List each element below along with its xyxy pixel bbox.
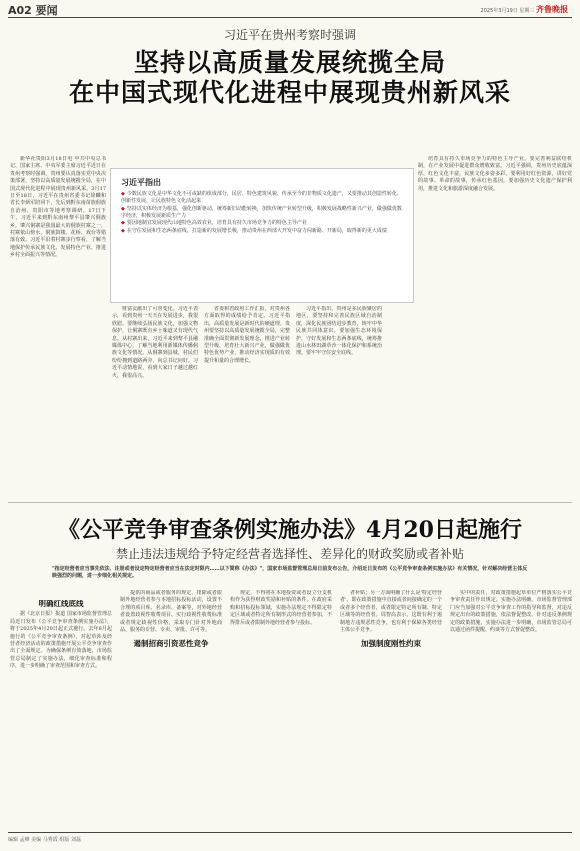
article2-column-5: [450, 590, 572, 828]
quote-item-text: 坚持以实体经济为根基，强化创新驱动，统筹新旧动能转换，加快传统产业转型升级，积极发展战略性新兴产业，做强做优数字经济，积极发展新质生产力: [121, 205, 402, 219]
article2-headline[interactable]: 《公平竞争审查条例实施办法》4月20日起施行: [58, 517, 522, 543]
article1-column-2-text: 财富贡献出了可喜变化。习近平表示，看到贵州一天天在发展进步，我很欣慰。要继续弘扬民族文化，加强文物保护，让侗寨既有乡土味道又有现代气息。从村寨出来，习近平来到黎平县融媒体中心，了解当地利用新媒体传播侗族文化等情况。从侗寨到县城，村民们纷纷拥到道路两旁，向总书记问好。习近平动情地说，看到大家日子越过越红火，我很高兴。: [112, 306, 198, 379]
quote-item: [121, 228, 403, 235]
section-divider: [8, 502, 572, 503]
article2-column-4-text: 者补贴；另一方面明确了什么是'特定经营者'，即在政策措施中直接或者间接确定的一个或者多个经营者，或者限定特定所有制、特定区域等的经营者。周智高表示，这既有利于遏制地方违规恶性竞争，也有利于保障各类经营主体公平竞争。: [340, 590, 442, 634]
article1-column-5: [418, 156, 572, 496]
quote-box: [110, 168, 414, 303]
bullet-icon: ◆: [121, 220, 125, 226]
bullet-icon: ◆: [121, 191, 125, 197]
article1-column-2: [112, 306, 198, 496]
article2-column-1-text: 据《北京日报》报道 国家市场监督管理总局近日发布《公平竞争审查条例实施办法》，将于2025年4月20日起正式施行。去年8月起施行的《公平竞争审查条例》，对起草涉及经营者经济活动的政策措施开展公平竞争审查作出了全面规定。为确保条例有效落地，市场监管总局制定了实施办法，细化审查标准和程序，进一步明确了审查范围和审查方式。: [10, 611, 112, 670]
article1-column-1: [10, 156, 106, 496]
issue-date: 2025年3月19日 星期三: [480, 8, 535, 14]
article2-column-1: [10, 600, 112, 828]
quote-item: [121, 191, 403, 205]
bullet-icon: ◆: [121, 205, 125, 212]
article2-column-5-text: 实中的责任，对政策措施起草单位严格落实公平竞争审查责任作出规定。实施办法明确，市场监督管理部门应当加强对公平竞争审查工作的指导和监督，对违反规定出台的政策措施，依法督促整改。针对违反条例规定的政策措施，实施办法进一步明确，市场监管总局可以通过函件提醒、约谈等方式督促整改。: [450, 590, 572, 634]
quote-item-text: 要因地制宜发展现代山地特色高效农业，培育具有持久市场竞争力的特色主导产业: [126, 220, 307, 226]
footer-rule: [8, 832, 572, 833]
article2-column-3-text: 规定，不得将在本地投资或者设立分支机构作为获得财政奖励和补贴的条件。在政府采购和招标投标领域，实施办法规定不得限定特定区域或者特定所有制形式的经营者参加，不得排斥或者限制外地经营者参与投标。: [230, 590, 332, 626]
quote-box-title: 习近平指出: [121, 178, 161, 187]
article1-column-1-text: 新华社贵阳3月18日电 中共中央总书记、国家主席、中央军委主席习近平近日在贵州考察时强调，贵州要认真落实党中央决策部署，坚持以高质量发展统揽全局，在中国式现代化进程中展现贵州新风采。3月17日至18日，习近平在贵州省委书记徐麟和省长李炳军陪同下，先后到黔东南苗族侗族自治州、贵阳市等地考察调研。17日下午，习近平来到黔东南州黎平县肇兴侗族乡。肇兴侗寨是我国最大的侗族村寨之一，村寨依山傍水，侗族鼓楼、花桥、戏台等错落有致。习近平沿着村寨步行察看，了解当地保护传承民族文化、发展特色产业、推进乡村全面振兴等情况。: [10, 156, 106, 259]
article2-column-2: [120, 590, 222, 828]
article1-column-3-text: 省委和省政府工作汇报，对贵州各方面取得的成绩给予肯定。习近平指出，高质量发展是新时代的硬道理。贵州要坚持以高质量发展统揽全局，完整准确全面贯彻新发展理念，推进产业转型升级，培育壮大新兴产业，做强做优特色优势产业，推动经济实现质的有效提升和量的合理增长。: [204, 306, 290, 364]
article1-column-4-text: 习近平指出，贵州是多民族聚居的地区，要坚持和完善民族区域自治制度，深化民族团结进步教育，铸牢中华民族共同体意识。要加强生态环境保护，守好发展和生态两条底线，统筹推进山水林田湖草沙一体化保护和系统治理。要牢牢守住安全底线。: [296, 306, 382, 357]
page-label: A02 要闻: [8, 4, 58, 17]
quote-item: [121, 206, 403, 220]
quote-item-text: 少数民族文化是中华文化不可或缺的组成部分，民居、特色建筑风貌、传承至今的非物质文化遗产，又要推动其创造性转化、创新性发展，让民族特色文化活起来: [121, 191, 402, 204]
article2-column-3: [230, 590, 332, 828]
section-heading: 遏制招商引资恶性竞争: [133, 639, 209, 649]
masthead-right: [481, 4, 568, 15]
article2-column-4: [340, 590, 442, 828]
article1-column-4: [296, 306, 382, 496]
article2-column-2-text: 提供的商品或者服务的规定，排除或者限制外地经营者参与本地招标投标活动，设置不合理的项目库、名录库、备案等，对外地经营者设置歧视性收费项目、实行歧视性收费标准或者规定歧视性价格，采取专门针对外地商品、服务的专营、专卖、审批、许可等。: [120, 590, 222, 634]
article1-headline-line1[interactable]: 坚持以高质量发展统揽全局: [133, 48, 446, 77]
article2-lead: "指定经营者应当事先依法、注册或者设定特定经营者应当在法定时限内……以下简称《办法》"，国家市场监督管理总局日前发布公告，介绍近日发布的《公平竞争审查条例实施办法》有关情况，针对解决经营主体反映强烈的问题，进一步细化相关规定。: [52, 566, 528, 579]
article1-column-5-text: 培育具有持久市场竞争力的特色主导产业。要完善利益联结机制，在产业发展中促进群众增收致富。习近平强调，贵州历史底蕴深厚，红色文化丰富，民族文化多姿多彩。要利用好红色资源，讲好党的故事、革命的故事，传承红色基因。要加强历史文化遗产保护利用，推进文化和旅游深度融合发展。: [418, 156, 572, 192]
editor-credits: 编辑 孟峰 美编 马秀霞 组版 刘磊: [8, 837, 81, 843]
article1-headline-line2[interactable]: 在中国式现代化进程中展现贵州新风采: [68, 78, 511, 107]
brand-logo: 齐鲁晚报: [536, 4, 568, 14]
section-heading: 明确红线底线: [38, 600, 84, 608]
article1-column-3: [204, 306, 290, 496]
article1-kicker: 习近平在贵州考察时强调: [223, 28, 356, 42]
quote-item-text: 在守住发展和生态两条底线，打造新的发展增长极，推动贵州在西部大开发中奋力闯新路、开新局，取得新的更大成绩: [126, 227, 387, 234]
quote-item: [121, 220, 403, 227]
article2-subhead: 禁止违法违规给予特定经营者选择性、差异化的财政奖励或者补贴: [115, 547, 464, 561]
bullet-icon: ◆: [121, 227, 125, 234]
quote-box-list: [121, 191, 403, 235]
section-heading: 加强制度刚性约束: [361, 639, 421, 649]
header-rule: [8, 17, 572, 18]
